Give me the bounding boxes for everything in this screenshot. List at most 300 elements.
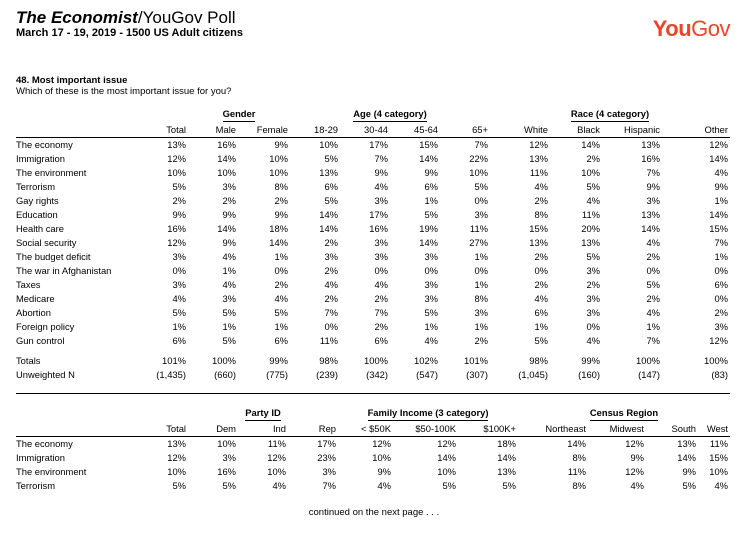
cell-value: 2%: [274, 279, 288, 290]
cell-value: 15%: [709, 452, 728, 463]
table-row: [16, 222, 730, 236]
cell-value: 8%: [534, 209, 548, 220]
cell-value: 2%: [374, 293, 388, 304]
cell-value: 0%: [534, 265, 548, 276]
cell-value: 5%: [222, 335, 236, 346]
cell-value: 3%: [424, 251, 438, 262]
cell-value: 4%: [630, 480, 644, 491]
cell-value: 7%: [714, 237, 728, 248]
cell-value: 12%: [625, 466, 644, 477]
cell-value: 2%: [374, 321, 388, 332]
unweighted-value: (547): [416, 369, 438, 380]
cell-value: 13%: [167, 139, 186, 150]
cell-value: 22%: [469, 153, 488, 164]
cell-value: 6%: [274, 335, 288, 346]
cell-value: 11%: [319, 335, 338, 346]
cell-value: 14%: [217, 153, 236, 164]
table-row: [16, 451, 730, 465]
table-row: [16, 250, 730, 264]
table-row: [16, 278, 730, 292]
row-label: Gay rights: [16, 195, 59, 206]
cell-value: 2%: [324, 237, 338, 248]
question-text: Which of these is the most important issue for you?: [16, 86, 232, 97]
column-header: Male: [188, 122, 238, 138]
cell-value: 13%: [167, 438, 186, 449]
cell-value: 13%: [529, 237, 548, 248]
question-number: 48. Most important issue: [16, 75, 128, 86]
cell-value: 4%: [534, 293, 548, 304]
cell-value: 0%: [474, 195, 488, 206]
cell-value: 7%: [646, 335, 660, 346]
cell-value: 18%: [497, 438, 516, 449]
cell-value: 14%: [419, 153, 438, 164]
cell-value: 1%: [474, 321, 488, 332]
cell-value: 10%: [267, 466, 286, 477]
cell-value: 10%: [469, 167, 488, 178]
cell-value: 2%: [646, 251, 660, 262]
cell-value: 2%: [274, 195, 288, 206]
cell-value: 2%: [324, 293, 338, 304]
cell-value: 1%: [222, 265, 236, 276]
cell-value: 4%: [274, 293, 288, 304]
row-label: The environment: [16, 167, 87, 178]
cell-value: 8%: [274, 181, 288, 192]
continued-note: continued on the next page . . .: [308, 507, 440, 518]
column-header: $100K+: [458, 421, 518, 437]
cell-value: 3%: [222, 181, 236, 192]
cell-value: 14%: [677, 452, 696, 463]
column-header: 30-44: [340, 122, 390, 138]
cell-value: 4%: [586, 335, 600, 346]
cell-value: 7%: [474, 139, 488, 150]
row-label: Gun control: [16, 335, 65, 346]
cell-value: 13%: [581, 237, 600, 248]
column-header: Dem: [188, 421, 238, 437]
cell-value: 4%: [534, 181, 548, 192]
cell-value: 1%: [534, 321, 548, 332]
report-title: [16, 8, 236, 27]
crosstab-table-1: [16, 106, 730, 382]
cell-value: 10%: [269, 153, 288, 164]
column-header: Female: [238, 122, 290, 138]
cell-value: 9%: [274, 209, 288, 220]
cell-value: 4%: [714, 167, 728, 178]
cell-value: 19%: [419, 223, 438, 234]
totals-value: 101%: [162, 355, 186, 366]
cell-value: 3%: [586, 307, 600, 318]
row-label: Immigration: [16, 153, 65, 164]
cell-value: 4%: [424, 335, 438, 346]
cell-value: 15%: [529, 223, 548, 234]
cell-value: 11%: [469, 223, 488, 234]
unweighted-label: Unweighted N: [16, 369, 75, 380]
unweighted-row: [16, 368, 730, 382]
column-header: Black: [550, 122, 602, 138]
cell-value: 11%: [267, 438, 286, 449]
cell-value: 13%: [641, 209, 660, 220]
totals-value: 100%: [212, 355, 236, 366]
table-row: [16, 208, 730, 222]
cell-value: 9%: [714, 181, 728, 192]
cell-value: 10%: [437, 466, 456, 477]
cell-value: 2%: [646, 293, 660, 304]
column-header: 65+: [440, 122, 490, 138]
group-age: Age (4 category): [353, 107, 426, 122]
cell-value: 4%: [172, 293, 186, 304]
totals-value: 102%: [414, 355, 438, 366]
cell-value: 9%: [374, 167, 388, 178]
table-row: [16, 138, 730, 153]
cell-value: 2%: [534, 279, 548, 290]
group-race: Race (4 category): [571, 107, 649, 122]
row-label: Terrorism: [16, 181, 56, 192]
cell-value: 16%: [369, 223, 388, 234]
totals-value: 100%: [636, 355, 660, 366]
cell-value: 10%: [581, 167, 600, 178]
row-label: The environment: [16, 466, 87, 477]
cell-value: 0%: [586, 321, 600, 332]
cell-value: 2%: [534, 195, 548, 206]
cell-value: 12%: [372, 438, 391, 449]
cell-value: 2%: [714, 307, 728, 318]
cell-value: 5%: [324, 153, 338, 164]
table-row: [16, 152, 730, 166]
unweighted-value: (342): [366, 369, 388, 380]
cell-value: 4%: [646, 307, 660, 318]
cell-value: 3%: [222, 293, 236, 304]
cell-value: 11%: [529, 167, 548, 178]
cell-value: 5%: [222, 480, 236, 491]
cell-value: 3%: [474, 209, 488, 220]
cell-value: 0%: [714, 265, 728, 276]
cell-value: 3%: [586, 265, 600, 276]
cell-value: 9%: [630, 452, 644, 463]
totals-value: 101%: [464, 355, 488, 366]
unweighted-value: (307): [466, 369, 488, 380]
cell-value: 10%: [167, 167, 186, 178]
cell-value: 9%: [682, 466, 696, 477]
cell-value: 14%: [437, 452, 456, 463]
cell-value: 3%: [424, 279, 438, 290]
cell-value: 13%: [319, 167, 338, 178]
cell-value: 13%: [677, 438, 696, 449]
cell-value: 2%: [222, 195, 236, 206]
row-label: Health care: [16, 223, 64, 234]
cell-value: 13%: [641, 139, 660, 150]
cell-value: 6%: [424, 181, 438, 192]
cell-value: 6%: [714, 279, 728, 290]
cell-value: 4%: [714, 480, 728, 491]
cell-value: 9%: [222, 237, 236, 248]
cell-value: 0%: [474, 265, 488, 276]
cell-value: 2%: [172, 195, 186, 206]
cell-value: 2%: [586, 279, 600, 290]
column-header: 18-29: [290, 122, 340, 138]
cell-value: 2%: [474, 335, 488, 346]
cell-value: 6%: [374, 335, 388, 346]
table-row: [16, 437, 730, 452]
unweighted-value: (660): [214, 369, 236, 380]
cell-value: 5%: [586, 181, 600, 192]
cell-value: 27%: [469, 237, 488, 248]
cell-value: 7%: [324, 307, 338, 318]
unweighted-value: (239): [316, 369, 338, 380]
cell-value: 9%: [424, 167, 438, 178]
table-row: [16, 180, 730, 194]
cell-value: 12%: [167, 153, 186, 164]
cell-value: 5%: [172, 307, 186, 318]
cell-value: 7%: [374, 153, 388, 164]
cell-value: 3%: [586, 293, 600, 304]
cell-value: 0%: [646, 265, 660, 276]
cell-value: 7%: [374, 307, 388, 318]
cell-value: 5%: [172, 480, 186, 491]
cell-value: 3%: [172, 251, 186, 262]
cell-value: 5%: [442, 480, 456, 491]
cell-value: 3%: [374, 237, 388, 248]
cell-value: 14%: [269, 237, 288, 248]
cell-value: 4%: [646, 237, 660, 248]
column-header: < $50K: [338, 421, 393, 437]
unweighted-value: (83): [711, 369, 728, 380]
cell-value: 0%: [324, 321, 338, 332]
cell-value: 8%: [474, 293, 488, 304]
totals-value: 99%: [581, 355, 600, 366]
cell-value: 15%: [709, 223, 728, 234]
cell-value: 7%: [322, 480, 336, 491]
cell-value: 12%: [625, 438, 644, 449]
cell-value: 14%: [319, 223, 338, 234]
cell-value: 14%: [217, 223, 236, 234]
cell-value: 10%: [269, 167, 288, 178]
cell-value: 18%: [269, 223, 288, 234]
table-row: [16, 264, 730, 278]
column-header: Northeast: [518, 421, 588, 437]
cell-value: 12%: [529, 139, 548, 150]
cell-value: 4%: [377, 480, 391, 491]
cell-value: 12%: [167, 452, 186, 463]
cell-value: 2%: [586, 153, 600, 164]
cell-value: 16%: [217, 139, 236, 150]
group-gender: Gender: [223, 107, 256, 122]
group-family-income: Family Income (3 category): [368, 406, 489, 421]
unweighted-value: (1,045): [518, 369, 548, 380]
totals-value: 100%: [364, 355, 388, 366]
cell-value: 1%: [424, 321, 438, 332]
cell-value: 3%: [424, 293, 438, 304]
totals-value: 99%: [269, 355, 288, 366]
cell-value: 9%: [222, 209, 236, 220]
cell-value: 14%: [497, 452, 516, 463]
row-label: Taxes: [16, 279, 41, 290]
cell-value: 1%: [172, 321, 186, 332]
cell-value: 5%: [502, 480, 516, 491]
cell-value: 3%: [474, 307, 488, 318]
unweighted-value: (775): [266, 369, 288, 380]
column-header: Total: [134, 421, 188, 437]
cell-value: 5%: [424, 307, 438, 318]
cell-value: 10%: [709, 466, 728, 477]
cell-value: 17%: [369, 139, 388, 150]
cell-value: 8%: [572, 480, 586, 491]
column-header: Midwest: [588, 421, 646, 437]
cell-value: 10%: [167, 466, 186, 477]
cell-value: 14%: [641, 223, 660, 234]
cell-value: 6%: [534, 307, 548, 318]
table-row: [16, 465, 730, 479]
cell-value: 10%: [217, 167, 236, 178]
cell-value: 6%: [172, 335, 186, 346]
cell-value: 14%: [581, 139, 600, 150]
cell-value: 12%: [267, 452, 286, 463]
cell-value: 13%: [497, 466, 516, 477]
row-label: The economy: [16, 438, 73, 449]
cell-value: 1%: [714, 251, 728, 262]
row-label: Social security: [16, 237, 77, 248]
cell-value: 23%: [317, 452, 336, 463]
cell-value: 3%: [324, 251, 338, 262]
column-header: $50-100K: [393, 421, 458, 437]
cell-value: 1%: [222, 321, 236, 332]
row-label: Foreign policy: [16, 321, 75, 332]
cell-value: 3%: [714, 321, 728, 332]
cell-value: 5%: [424, 209, 438, 220]
cell-value: 4%: [324, 279, 338, 290]
cell-value: 10%: [217, 438, 236, 449]
row-label: The war in Afghanistan: [16, 265, 112, 276]
cell-value: 1%: [714, 195, 728, 206]
unweighted-value: (1,435): [156, 369, 186, 380]
row-label: Education: [16, 209, 58, 220]
cell-value: 14%: [567, 438, 586, 449]
cell-value: 5%: [682, 480, 696, 491]
table-row: [16, 334, 730, 348]
cell-value: 11%: [709, 438, 728, 449]
cell-value: 12%: [167, 237, 186, 248]
totals-value: 100%: [704, 355, 728, 366]
cell-value: 14%: [709, 209, 728, 220]
cell-value: 5%: [222, 307, 236, 318]
totals-row: [16, 354, 730, 368]
cell-value: 8%: [572, 452, 586, 463]
cell-value: 3%: [322, 466, 336, 477]
cell-value: 4%: [222, 251, 236, 262]
title-publication: The Economist: [16, 8, 138, 27]
table-row: [16, 166, 730, 180]
row-label: The budget deficit: [16, 251, 91, 262]
table-row: [16, 306, 730, 320]
cell-value: 3%: [222, 452, 236, 463]
table-row: [16, 320, 730, 334]
group-census-region: Census Region: [590, 406, 658, 421]
row-label: Terrorism: [16, 480, 56, 491]
crosstab-table-2: [16, 405, 730, 493]
cell-value: 4%: [586, 195, 600, 206]
cell-value: 12%: [437, 438, 456, 449]
cell-value: 9%: [646, 181, 660, 192]
cell-value: 4%: [222, 279, 236, 290]
cell-value: 9%: [274, 139, 288, 150]
unweighted-value: (160): [578, 369, 600, 380]
cell-value: 17%: [317, 438, 336, 449]
cell-value: 5%: [172, 181, 186, 192]
column-header: Ind: [238, 421, 288, 437]
cell-value: 3%: [646, 195, 660, 206]
table-row: [16, 479, 730, 493]
table-row: [16, 236, 730, 250]
cell-value: 14%: [319, 209, 338, 220]
column-header: Hispanic: [602, 122, 662, 138]
totals-value: 98%: [319, 355, 338, 366]
cell-value: 14%: [709, 153, 728, 164]
cell-value: 11%: [567, 466, 586, 477]
cell-value: 5%: [474, 181, 488, 192]
cell-value: 4%: [374, 181, 388, 192]
cell-value: 1%: [424, 195, 438, 206]
cell-value: 1%: [274, 321, 288, 332]
cell-value: 13%: [529, 153, 548, 164]
cell-value: 16%: [641, 153, 660, 164]
column-header: Rep: [288, 421, 338, 437]
cell-value: 4%: [272, 480, 286, 491]
cell-value: 16%: [167, 223, 186, 234]
cell-value: 2%: [324, 265, 338, 276]
yougov-logo: YouGov: [652, 16, 730, 41]
totals-label: Totals: [16, 355, 41, 366]
cell-value: 15%: [419, 139, 438, 150]
cell-value: 2%: [534, 251, 548, 262]
cell-value: 9%: [377, 466, 391, 477]
cell-value: 5%: [646, 279, 660, 290]
cell-value: 3%: [374, 251, 388, 262]
row-label: Medicare: [16, 293, 55, 304]
cell-value: 14%: [419, 237, 438, 248]
cell-value: 0%: [714, 293, 728, 304]
row-label: Immigration: [16, 452, 65, 463]
title-poll: /YouGov Poll: [137, 8, 236, 27]
cell-value: 1%: [474, 251, 488, 262]
totals-value: 98%: [529, 355, 548, 366]
cell-value: 5%: [586, 251, 600, 262]
cell-value: 0%: [374, 265, 388, 276]
cell-value: 5%: [274, 307, 288, 318]
cell-value: 4%: [374, 279, 388, 290]
row-label: The economy: [16, 139, 73, 150]
cell-value: 1%: [646, 321, 660, 332]
cell-value: 6%: [324, 181, 338, 192]
unweighted-value: (147): [638, 369, 660, 380]
cell-value: 0%: [274, 265, 288, 276]
cell-value: 17%: [369, 209, 388, 220]
cell-value: 10%: [372, 452, 391, 463]
cell-value: 9%: [172, 209, 186, 220]
column-header: 45-64: [390, 122, 440, 138]
cell-value: 12%: [709, 139, 728, 150]
column-header: Other: [662, 122, 730, 138]
cell-value: 10%: [319, 139, 338, 150]
cell-value: 0%: [424, 265, 438, 276]
cell-value: 1%: [474, 279, 488, 290]
cell-value: 3%: [172, 279, 186, 290]
column-header: Total: [134, 122, 188, 138]
cell-value: 1%: [274, 251, 288, 262]
cell-value: 12%: [709, 335, 728, 346]
cell-value: 3%: [374, 195, 388, 206]
column-header: West: [698, 421, 730, 437]
cell-value: 16%: [217, 466, 236, 477]
cell-value: 7%: [646, 167, 660, 178]
column-header: White: [490, 122, 550, 138]
